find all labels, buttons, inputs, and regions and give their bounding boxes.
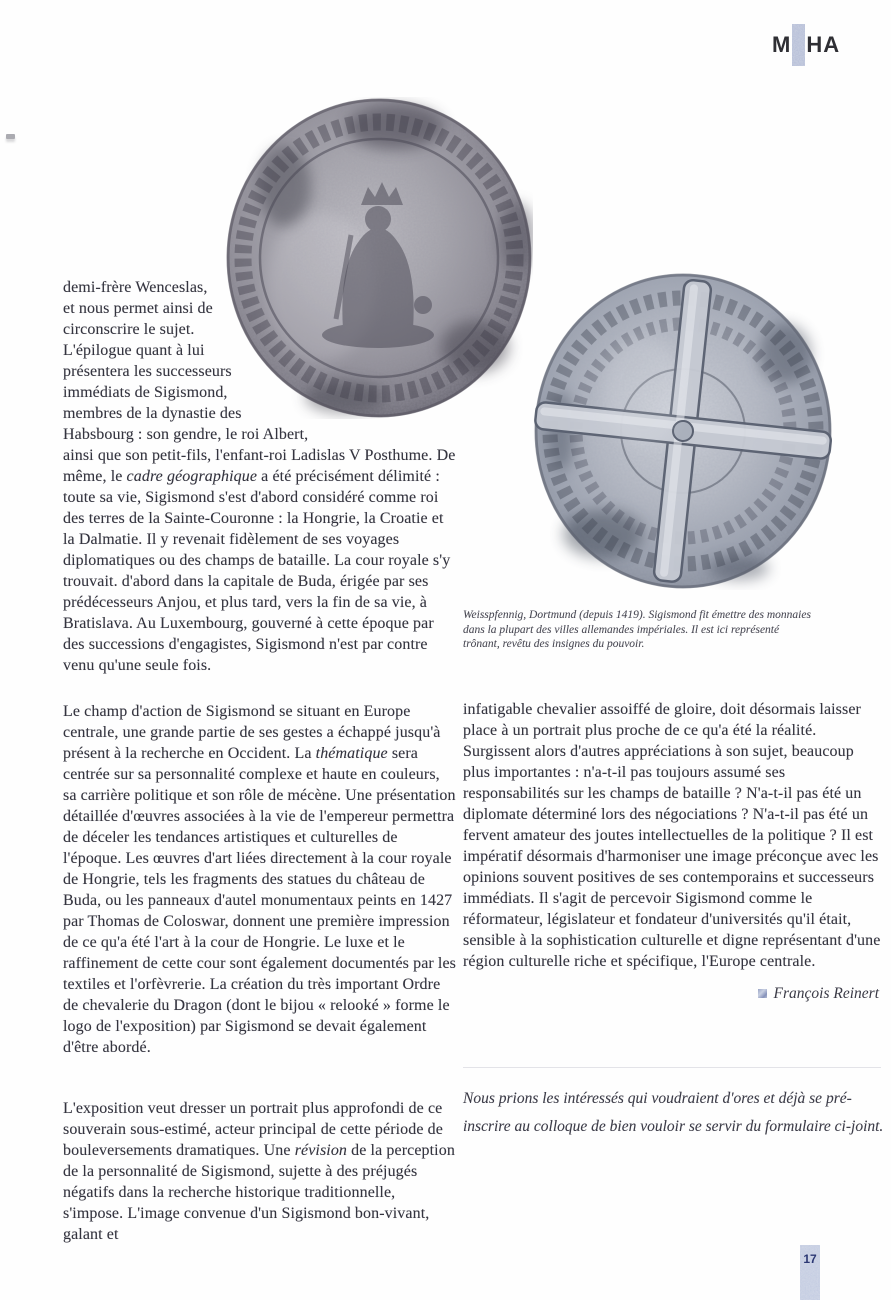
paragraph-text: demi-frère Wenceslas, et nous permet ainsi de circonscrire le sujet. L'épilogue quant à lui présentera les successeurs immédiats de Sigismond, membres de la dynastie des Habsbourg : son gendre, le roi Albert, ainsi que son petit-fils, l'enfant-roi Ladislas V Posthume. De même, le <box>63 279 456 485</box>
author-signature <box>463 985 883 1003</box>
page-number: 17 <box>803 1252 817 1266</box>
left-column <box>63 277 456 1245</box>
author-name: François Reinert <box>773 984 879 1002</box>
paragraph-text: Le champ d'action de Sigismond se situant en Europe centrale, une grande partie de ses gestes a échappé jusqu'à présent à la recherche en Occident. La <box>63 703 441 762</box>
italic-term: thématique <box>315 745 388 762</box>
paragraph-text: de la perception de la personnalité de Sigismond, sujette à des préjugés négatifs dans la recherche historique traditionnelle, s'impose. L'image convenue d'un Sigismond bon-vivant, galant et <box>63 1142 455 1243</box>
logo-letters-ha: HA <box>806 32 841 57</box>
logo-letter-m: M <box>772 32 792 57</box>
paragraph-exposition <box>63 1098 456 1245</box>
logo-letter-n-textured-icon <box>792 24 805 66</box>
preregistration-note: Nous prions les intéressés qui voudraient d'ores et déjà se pré-inscrire au colloque de bien vouloir se servir du formulaire ci-joint. <box>463 1089 884 1135</box>
paragraph-champ-action <box>63 701 456 1058</box>
page-number-strip <box>800 1245 820 1300</box>
italic-term: cadre géographique <box>126 468 258 485</box>
coin-caption: Weisspfennig, Dortmund (depuis 1419). Sigismond fit émettre des monnaies dans la plupart des villes allemandes impériales. Il est ici représenté trônant, revêtu des insignes du pouvoir. <box>463 609 811 650</box>
scan-edge-mark <box>6 134 15 139</box>
mnha-logo <box>772 24 840 66</box>
paragraph-text: sera centrée sur sa personnalité complexe et haute en couleurs, sa carrière politique et son rôle de mécène. Une présentation détaillée d'œuvres associées à la vie de l'empereur permettra de déceler les tendances artistiques et culturelles de l'époque. Les œuvres d'art liées directement à la cour royale de Hongrie, tels les fragments des statues du château de Buda, ou les panneaux d'autel monumentaux peints en 1427 par Thomas de Coloswar, donnent une première impression de ce qu'a été l'art à la cour de Hongrie. Le luxe et le raffinement de cette cour sont également documentés par les textiles et l'orfèvrerie. La création du très important Ordre de chevalerie du Dragon (dont le bijou « relooké » forme le logo de l'exposition) par Sigismond se devait également d'être abordé. <box>63 745 457 1056</box>
italic-term: révision <box>294 1142 348 1159</box>
divider-rule <box>463 1067 881 1068</box>
coin-reverse-image <box>533 272 833 595</box>
text-wrap-spacer <box>216 277 456 435</box>
paragraph-text: L'exposition veut dresser un portrait plus approfondi de ce souverain sous-estimé, acteur principal de cette période de bouleversements dramatiques. Une <box>63 1100 443 1159</box>
right-column <box>463 608 883 1156</box>
paragraph-text: a été précisément délimité : toute sa vie, Sigismond s'est d'abord considéré comme roi des terres de la Sainte-Couronne : la Hongrie, la Croatie et la Dalmatie. Il y revenait fidèlement de ses voyages diplomatiques ou des champs de bataille. La cour royale s'y trouvait. d'abord dans la capitale de Buda, érigée par ses prédécesseurs Anjou, et plus tard, vers la fin de sa vie, à Bratislava. Au Luxembourg, gouverné à cette époque par des successions d'engagistes, Sigismond n'est par contre venu qu'une seule fois. <box>63 468 451 674</box>
paragraph-portrait: infatigable chevalier assoiffé de gloire, doit désormais laisser place à un portrait plus proche de ce qu'a été la réalité. Surgissent alors d'autres appréciations à son sujet, beaucoup plus importantes : n'a-t-il pas toujours assumé ses responsabilités sur les champs de bataille ? N'a-t-il pas été un diplomate déterminé lors des négociations ? N'a-t-il pas été un fervent amateur des joutes intellectuelles de la politique ? Il est impératif désormais d'harmoniser une image préconçue avec les opinions souvent positives de ses contemporains et successeurs immédiats. Il s'agit de percevoir Sigismond comme le réformateur, législateur et fondateur d'universités qu'il était, sensible à la sophistication culturelle et digne représentant d'une région culturelle riche et spécifique, l'Europe centrale. <box>463 700 881 970</box>
author-marker-icon <box>758 989 767 998</box>
